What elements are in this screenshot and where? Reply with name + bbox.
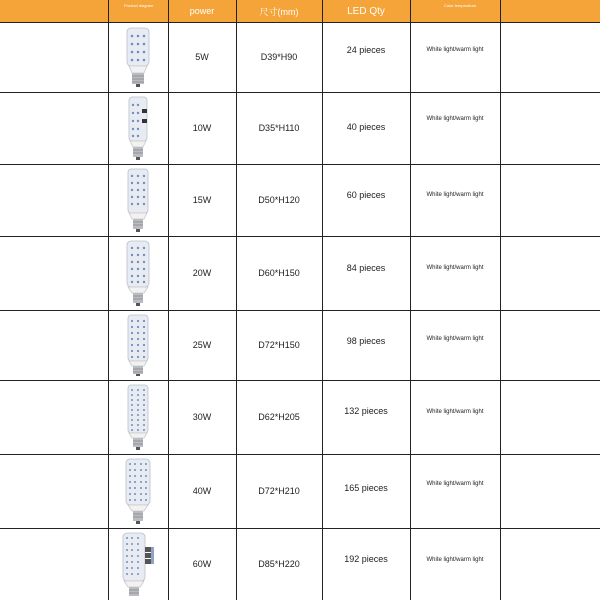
dimensions-value: D39*H90 — [260, 52, 298, 62]
power-value: 5W — [195, 52, 209, 62]
led-qty-text: 40 pieces — [346, 122, 386, 132]
led-qty-text: 98 pieces — [346, 336, 386, 346]
table-row — [0, 454, 600, 528]
product-image — [108, 236, 168, 310]
color-text: White light/warm light — [426, 409, 484, 415]
corn-bulb-icon — [123, 95, 153, 161]
table-row — [0, 164, 600, 236]
table-row — [0, 92, 600, 164]
led-qty-text: 84 pieces — [346, 263, 386, 273]
table-row — [0, 528, 600, 600]
color-value — [410, 92, 500, 164]
color-value — [410, 22, 500, 92]
product-image — [108, 528, 168, 600]
table-header — [0, 0, 600, 22]
header-power: power — [189, 6, 215, 16]
color-value — [410, 380, 500, 454]
table-row — [0, 310, 600, 380]
table-row — [0, 22, 600, 92]
led-qty-text: 165 pieces — [344, 483, 388, 493]
led-qty-value — [322, 310, 410, 380]
dimensions-value: D50*H120 — [258, 195, 300, 205]
table-row — [0, 380, 600, 454]
led-qty-value — [322, 236, 410, 310]
product-image — [108, 454, 168, 528]
header-size: 尺寸(mm) — [259, 6, 299, 17]
color-value — [410, 310, 500, 380]
dimensions-value: D72*H210 — [258, 486, 300, 496]
color-value — [410, 528, 500, 600]
led-qty-value — [322, 22, 410, 92]
led-qty-text: 192 pieces — [344, 554, 388, 564]
power-value: 60W — [192, 559, 212, 569]
dimensions-value: D85*H220 — [258, 559, 300, 569]
led-qty-value — [322, 454, 410, 528]
header-led-qty: LED Qty — [347, 5, 385, 17]
dimensions-value: D60*H150 — [258, 268, 300, 278]
color-value — [410, 236, 500, 310]
product-image — [108, 380, 168, 454]
product-image — [108, 164, 168, 236]
led-qty-text: 132 pieces — [344, 406, 388, 416]
product-image — [108, 310, 168, 380]
corn-bulb-icon — [118, 531, 158, 599]
power-value: 15W — [192, 195, 212, 205]
dimensions-value: D35*H110 — [258, 123, 300, 133]
header-product-diagram: Product diagram — [124, 3, 154, 8]
color-text: White light/warm light — [426, 557, 484, 563]
led-qty-text: 60 pieces — [346, 190, 386, 200]
color-value — [410, 454, 500, 528]
corn-bulb-icon — [122, 239, 154, 307]
corn-bulb-icon — [122, 457, 154, 525]
led-qty-value — [322, 528, 410, 600]
color-text: White light/warm light — [426, 192, 484, 198]
power-value: 40W — [192, 486, 212, 496]
led-qty-text: 24 pieces — [346, 45, 386, 55]
power-value: 30W — [192, 412, 212, 422]
color-text: White light/warm light — [426, 481, 484, 487]
color-text: White light/warm light — [426, 47, 484, 53]
corn-bulb-icon — [123, 383, 153, 451]
power-value: 10W — [192, 123, 212, 133]
product-image — [108, 22, 168, 92]
led-qty-value — [322, 92, 410, 164]
power-value: 20W — [192, 268, 212, 278]
power-value: 25W — [192, 340, 212, 350]
header-color-temperature: Color temperature — [444, 3, 477, 8]
corn-bulb-icon — [123, 167, 153, 233]
product-image — [108, 92, 168, 164]
corn-bulb-icon — [123, 26, 153, 88]
table-row — [0, 236, 600, 310]
led-qty-value — [322, 380, 410, 454]
color-text: White light/warm light — [426, 116, 484, 122]
color-text: White light/warm light — [426, 336, 484, 342]
dimensions-value: D62*H205 — [258, 412, 300, 422]
led-qty-value — [322, 164, 410, 236]
corn-bulb-icon — [123, 313, 153, 377]
color-value — [410, 164, 500, 236]
dimensions-value: D72*H150 — [258, 340, 300, 350]
color-text: White light/warm light — [426, 265, 484, 271]
